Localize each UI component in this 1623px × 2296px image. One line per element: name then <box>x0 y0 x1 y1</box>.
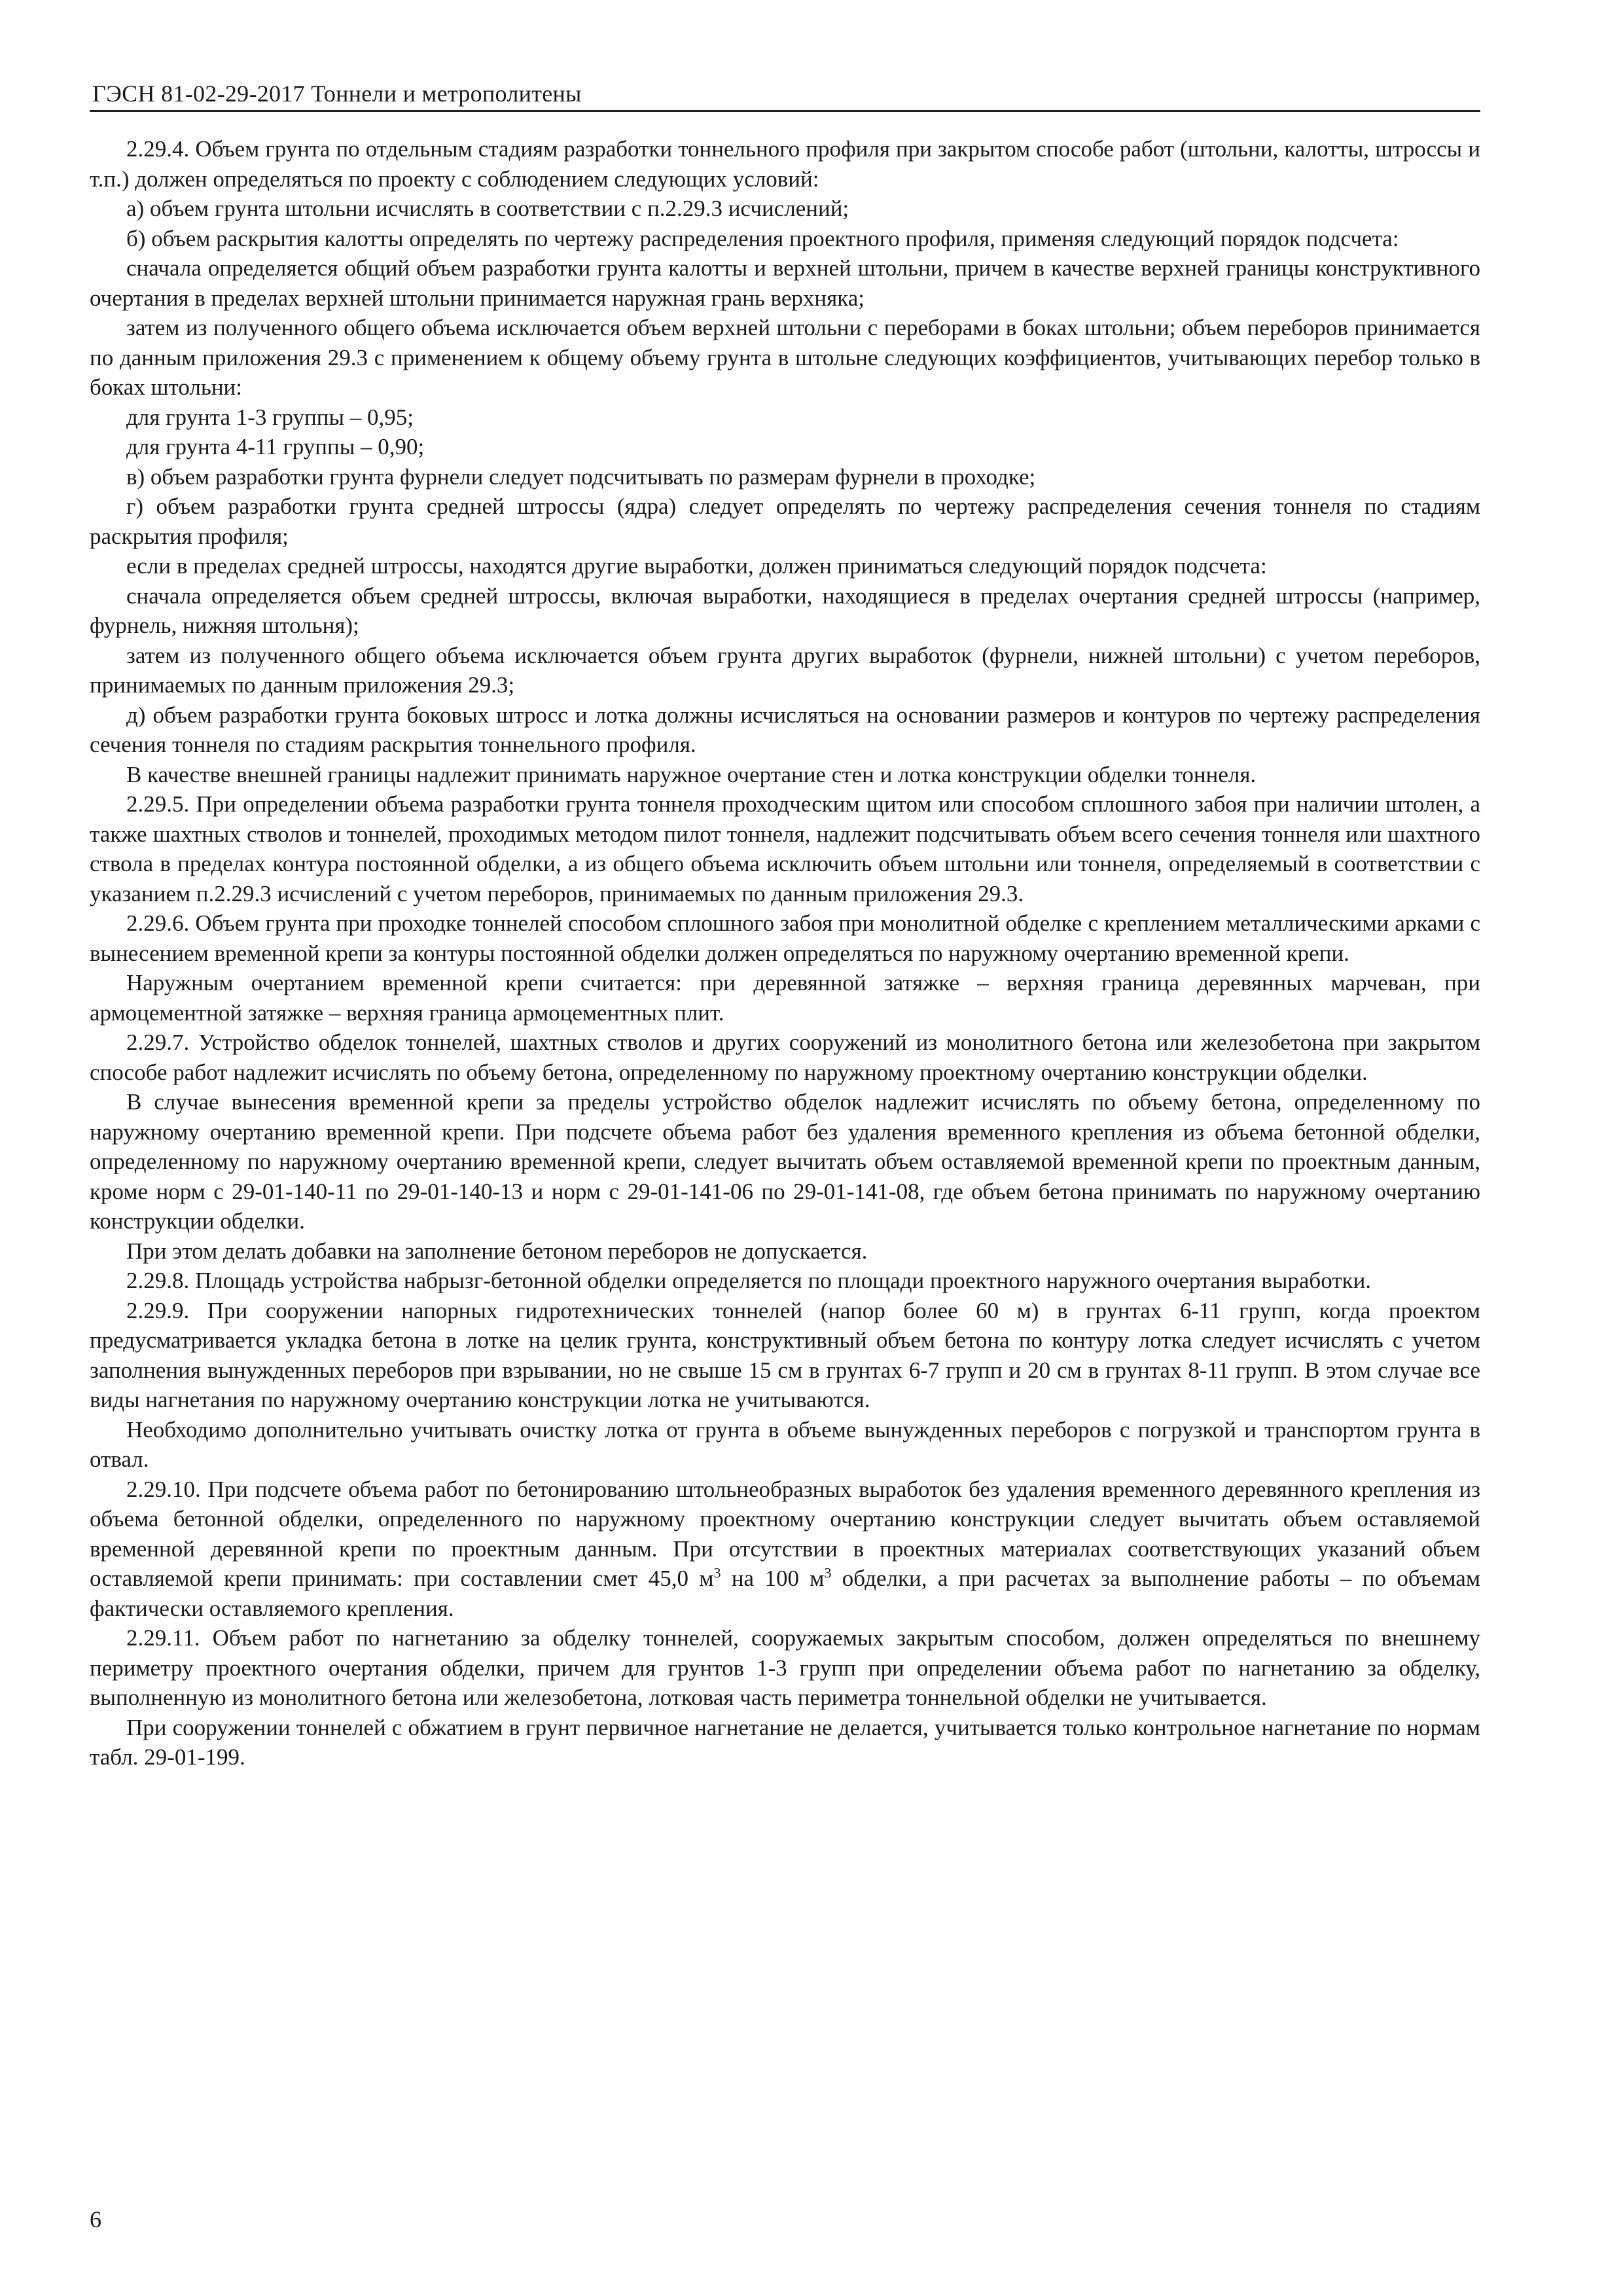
paragraph-2-29-9: 2.29.9. При сооружении напорных гидротехнических тоннелей (напор более 60 м) в грунтах 6-11 групп, когда проектом предусматривается укладка бетона в лотке на целик грунта, конструктивный объем бетона по контуру лотка следует исчислять с учетом заполнения вынужденных переборов при взрывании, но не свыше 15 см в грунтах 6-7 групп и 20 см в грунтах 8-11 групп. В этом случае все виды нагнетания по наружному очертанию конструкции лотка не учитываются. <box>90 1297 1480 1412</box>
coefficient-line: для грунта 4-11 группы – 0,90; <box>126 434 425 459</box>
superscript: 3 <box>713 1564 721 1581</box>
coefficient-line: для грунта 1-3 группы – 0,95; <box>126 404 414 430</box>
paragraph: Наружным очертанием временной крепи считается: при деревянной затяжке – верхняя граница деревянных марчеван, при армоцементной затяжке – верхняя граница армоцементных плит. <box>90 970 1480 1026</box>
superscript: 3 <box>824 1564 832 1581</box>
paragraph: затем из полученного общего объема исключается объем верхней штольни с переборами в боках штольни; объем переборов принимается по данным приложения 29.3 с применением к общему объему грунта в штольне следующих коэффициентов, учитывающих перебор только в боках штольни: <box>90 315 1480 400</box>
paragraph: В качестве внешней границы надлежит принимать наружное очертание стен и лотка конструкции обделки тоннеля. <box>126 761 1257 787</box>
page-header <box>90 72 1480 112</box>
paragraph: если в пределах средней штроссы, находятся другие выработки, должен приниматься следующий порядок подсчета: <box>126 553 1267 579</box>
paragraph-2-29-5: 2.29.5. При определении объема разработки грунта тоннеля проходческим щитом или способом сплошного забоя при наличии штолен, а также шахтных стволов и тоннелей, проходимых методом пилот тоннеля, надлежит подсчитывать объем всего сечения тоннеля или шахтного ствола в пределах контура постоянной обделки, а из общего объема исключить объем штольни или тоннеля, определяемый в соответствии с указанием п.2.29.3 исчислений с учетом переборов, принимаемых по данным приложения 29.3. <box>90 791 1480 906</box>
list-item-b: б) объем раскрытия калотты определять по чертежу распределения проектного профиля, применяя следующий порядок подсчета: <box>126 225 1399 251</box>
body-text <box>90 134 1480 1772</box>
text-run: на 100 м <box>721 1566 825 1591</box>
list-item-a: а) объем грунта штольни исчислять в соответствии с п.2.29.3 исчислений; <box>126 196 849 221</box>
paragraph: Необходимо дополнительно учитывать очистку лотка от грунта в объеме вынужденных переборов с погрузкой и транспортом грунта в отвал. <box>90 1416 1480 1472</box>
paragraph: сначала определяется общий объем разработки грунта калотты и верхней штольни, причем в качестве верхней границы конструктивного очертания в пределах верхней штольни принимается наружная грань верхняка; <box>90 255 1480 311</box>
paragraph: В случае вынесения временной крепи за пределы устройство обделок надлежит исчислять по объему бетона, определенному по наружному очертанию временной крепи. При подсчете объема работ без удаления временного крепления из объема бетонной обделки, определенному по наружному очертанию временной крепи, следует вычитать объем оставляемой временной крепи по проектным данным, кроме норм с 29-01-140-11 по 29-01-140-13 и норм с 29-01-141-06 по 29-01-141-08, где объем бетона принимать по наружному очертанию конструкции обделки. <box>90 1089 1480 1234</box>
text-run: 2.29.10. При подсчете объема работ по бетонированию штольнеобразных выработок без удаления временного деревянного крепления из объема бетонной обделки, определенного по наружному проектному очертанию конструкции следует вычитать объем оставляемой временной деревянной крепи по проектным данным. При отсутствии в проектных материалах соответствующих указаний объем оставляемой крепи принимать: при составлении смет 45,0 м <box>90 1476 1480 1591</box>
paragraph-2-29-7: 2.29.7. Устройство обделок тоннелей, шахтных стволов и других сооружений из монолитного бетона или железобетона при закрытом способе работ надлежит исчислять по объему бетона, определенному по наружному проектному очертанию конструкции обделки. <box>90 1030 1480 1085</box>
paragraph: затем из полученного общего объема исключается объем грунта других выработок (фурнели, нижней штольни) с учетом переборов, принимаемых по данным приложения 29.3; <box>90 642 1480 698</box>
paragraph: При этом делать добавки на заполнение бетоном переборов не допускается. <box>126 1238 868 1264</box>
paragraph-2-29-6: 2.29.6. Объем грунта при проходке тоннелей способом сплошного забоя при монолитной обделке с креплением металлическими арками с вынесением временной крепи за контуры постоянной обделки должен определяться по наружному очертанию временной крепи. <box>90 910 1480 966</box>
page-number: 6 <box>90 2206 101 2233</box>
paragraph-2-29-4: 2.29.4. Объем грунта по отдельным стадиям разработки тоннельного профиля при закрытом способе работ (штольни, калотты, штроссы и т.п.) должен определяться по проекту с соблюдением следующих условий: <box>90 136 1480 192</box>
document-title: ГЭСН 81-02-29-2017 Тоннели и метрополитены <box>92 81 582 107</box>
list-item-g: г) объем разработки грунта средней штроссы (ядра) следует определять по чертежу распределения сечения тоннеля по стадиям раскрытия профиля; <box>90 493 1480 549</box>
paragraph-2-29-10 <box>90 1475 1480 1624</box>
list-item-d: д) объем разработки грунта боковых штросс и лотка должны исчисляться на основании размеров и контуров по чертежу распределения сечения тоннеля по стадиям раскрытия тоннельного профиля. <box>90 702 1480 757</box>
paragraph: При сооружении тоннелей с обжатием в грунт первичное нагнетание не делается, учитывается только контрольное нагнетание по нормам табл. 29-01-199. <box>90 1714 1480 1770</box>
paragraph: сначала определяется объем средней штроссы, включая выработки, находящиеся в пределах очертания средней штроссы (например, фурнель, нижняя штольня); <box>90 583 1480 638</box>
paragraph-2-29-11: 2.29.11. Объем работ по нагнетанию за обделку тоннелей, сооружаемых закрытым способом, должен определяться по внешнему периметру проектного очертания обделки, причем для грунтов 1-3 групп при определении объема работ по нагнетанию за обделку, выполненную из монолитного бетона или железобетона, лотковая часть периметра тоннельной обделки не учитывается. <box>90 1625 1480 1710</box>
text-run: обделки, а при расчетах за выполнение работы – по объемам фактически оставляемого крепления. <box>90 1566 1480 1621</box>
list-item-v: в) объем разработки грунта фурнели следует подсчитывать по размерам фурнели в проходке; <box>126 463 1036 490</box>
paragraph-2-29-8: 2.29.8. Площадь устройства набрызг-бетонной обделки определяется по площади проектного наружного очертания выработки. <box>126 1268 1372 1293</box>
